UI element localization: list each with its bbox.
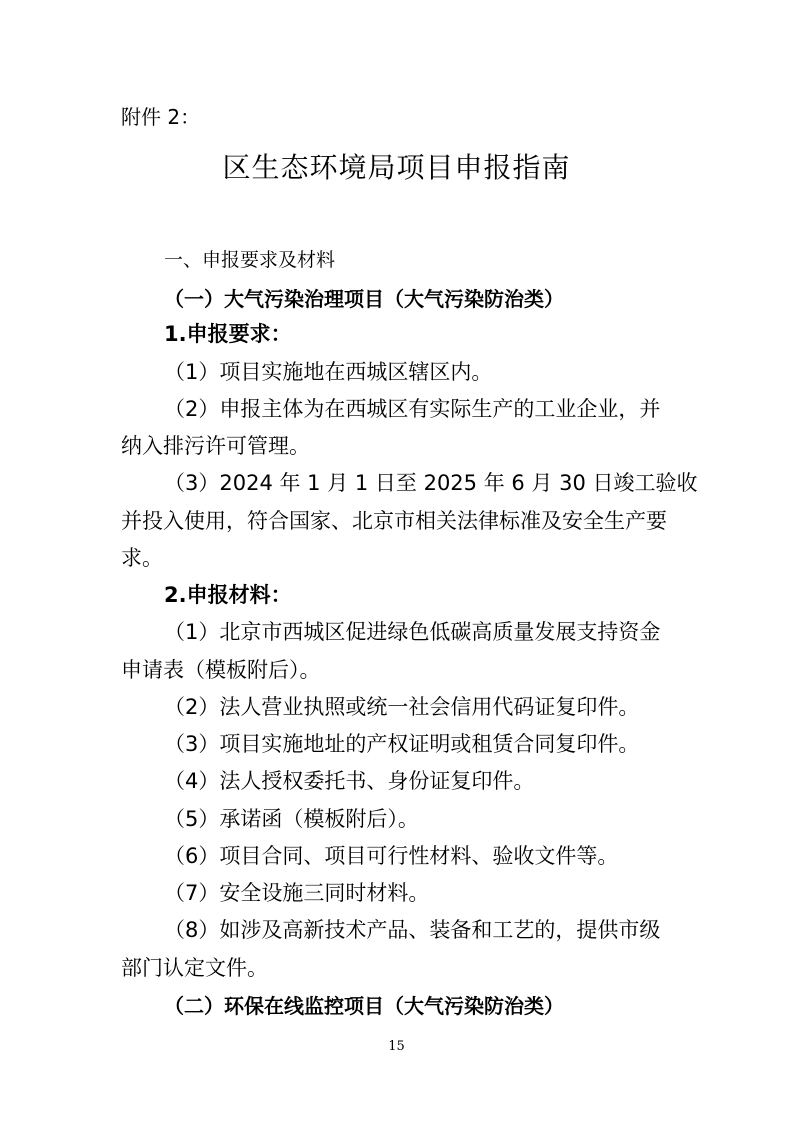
page-number: 15: [388, 1039, 405, 1054]
section-heading: 一、申报要求及材料: [164, 249, 336, 271]
material-item: （1）北京市西城区促进绿色低碳高质量发展支持资金: [164, 620, 661, 644]
material-item-continued: 申请表（模板附后）。: [121, 658, 321, 682]
material-item: （3）项目实施地址的产权证明或租赁合同复印件。: [164, 732, 640, 756]
requirement-item: （1）项目实施地在西城区辖区内。: [164, 360, 493, 384]
requirement-item: （2）申报主体为在西城区有实际生产的工业企业，并: [164, 397, 661, 421]
requirement-item: （3）2024 年 1 月 1 日至 2025 年 6 月 30 日竣工验收: [164, 471, 698, 495]
requirements-heading: 1.申报要求：: [164, 322, 292, 346]
material-item: （8）如涉及高新技术产品、装备和工艺的，提供市级: [164, 918, 661, 942]
material-item-continued: 部门认定文件。: [121, 956, 268, 980]
materials-heading: 2.申报材料：: [164, 583, 292, 607]
subsection-heading: （二）环保在线监控项目（大气污染防治类）: [164, 994, 564, 1018]
requirement-item-continued: 并投入使用，符合国家、北京市相关法律标准及安全生产要: [121, 509, 667, 533]
material-item: （4）法人授权委托书、身份证复印件。: [164, 769, 535, 793]
subsection-heading: （一）大气污染治理项目（大气污染防治类）: [164, 287, 564, 311]
annex-label: 附件 2：: [121, 105, 201, 129]
requirement-item-continued: 纳入排污许可管理。: [121, 434, 310, 458]
requirement-item-continued: 求。: [121, 546, 163, 570]
material-item: （2）法人营业执照或统一社会信用代码证复印件。: [164, 695, 640, 719]
material-item: （5）承诺函（模板附后）。: [164, 807, 419, 831]
material-item: （7）安全设施三同时材料。: [164, 881, 430, 905]
material-item: （6）项目合同、项目可行性材料、验收文件等。: [164, 844, 619, 868]
page-title: 区生态环境局项目申报指南: [222, 151, 571, 184]
